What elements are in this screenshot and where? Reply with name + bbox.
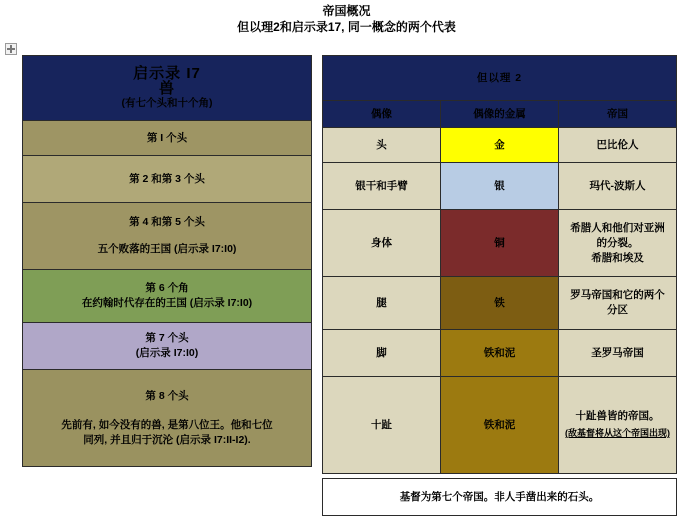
daniel-row-5-empire: 圣罗马帝国	[559, 330, 677, 377]
daniel-row-2-empire: 玛代-波斯人	[559, 163, 677, 210]
table-row	[323, 277, 677, 330]
revelation-row-5	[23, 323, 312, 370]
daniel-row-6-empire-note: (敌基督将从这个帝国出现)	[565, 428, 670, 438]
daniel-row-1-empire: 巴比伦人	[559, 128, 677, 163]
table-row	[23, 323, 312, 370]
daniel-row-5-idol: 脚	[323, 330, 441, 377]
column-header-empire: 帝国	[559, 101, 677, 128]
table-row	[23, 203, 312, 270]
revelation-row-6	[23, 370, 312, 467]
daniel-row-3-empire-line2: 的分裂。	[596, 236, 639, 249]
revelation-row-4	[23, 270, 312, 323]
revelation-row-5-line2: (启示录 I7:I0)	[135, 347, 199, 359]
table-row	[23, 370, 312, 467]
revelation-header-line3: (有七个头和十个角)	[121, 96, 213, 109]
table-row	[323, 330, 677, 377]
daniel-table-wrapper	[322, 55, 677, 516]
daniel-row-6-metal: 铁和泥	[441, 377, 559, 474]
daniel-row-3-metal: 铜	[441, 210, 559, 277]
revelation-row-6-line2: 先前有, 如今没有的兽, 是第八位王。他和七位	[61, 418, 273, 431]
revelation-table-wrapper	[22, 55, 312, 516]
daniel-footer-note: 基督为第七个帝国。非人手凿出来的石头。	[322, 478, 677, 516]
revelation-header-cell	[23, 56, 312, 121]
page-subtitle: 但以理2和启示录17, 同一概念的两个代表	[237, 20, 456, 34]
revelation-row-5-line1: 第 7 个头	[145, 332, 189, 344]
daniel-table	[322, 55, 677, 474]
revelation-row-2	[23, 156, 312, 203]
revelation-row-3	[23, 203, 312, 270]
daniel-row-6-empire-line1: 十趾兽皆的帝国。	[575, 410, 660, 422]
move-handle-icon[interactable]	[5, 43, 17, 55]
daniel-row-4-empire-line1: 罗马帝国和它的两个	[570, 289, 665, 301]
daniel-row-1-idol: 头	[323, 128, 441, 163]
table-row	[323, 163, 677, 210]
table-row	[23, 156, 312, 203]
daniel-row-4-empire	[559, 277, 677, 330]
table-row	[23, 121, 312, 156]
daniel-row-3-empire	[559, 210, 677, 277]
diagram-container	[22, 55, 677, 516]
daniel-row-3-idol: 身体	[323, 210, 441, 277]
daniel-row-3-empire-line1: 希腊人和他们对亚洲	[570, 221, 665, 234]
column-header-idol: 偶像	[323, 101, 441, 128]
revelation-header-row	[23, 56, 312, 121]
table-row	[323, 128, 677, 163]
daniel-row-2-metal: 银	[441, 163, 559, 210]
revelation-table	[22, 55, 312, 467]
revelation-row-2-line1: 第 2 和第 3 个头	[129, 172, 205, 185]
revelation-row-3-line2: 五个败落的王国 (启示录 I7:I0)	[97, 243, 237, 255]
revelation-row-1	[23, 121, 312, 156]
daniel-row-5-metal: 铁和泥	[441, 330, 559, 377]
table-row	[323, 210, 677, 277]
daniel-row-6-idol: 十趾	[323, 377, 441, 474]
column-header-metal: 偶像的金属	[441, 101, 559, 128]
daniel-row-4-empire-line2: 分区	[607, 304, 628, 316]
daniel-row-4-metal: 铁	[441, 277, 559, 330]
revelation-header-line2: 兽	[158, 79, 175, 97]
revelation-row-4-line2: 在约翰时代存在的王国 (启示录 I7:I0)	[81, 297, 253, 309]
revelation-row-3-line1: 第 4 和第 5 个头	[129, 216, 205, 228]
daniel-row-1-metal: 金	[441, 128, 559, 163]
revelation-row-1-line1: 第 I 个头	[146, 131, 188, 144]
table-row	[323, 377, 677, 474]
revelation-row-6-line1: 第 8 个头	[145, 389, 189, 402]
page-title: 帝国概况	[322, 4, 371, 18]
revelation-row-4-line1: 第 6 个角	[145, 282, 189, 294]
daniel-header-row	[323, 56, 677, 101]
table-row	[23, 270, 312, 323]
revelation-row-6-line3: 同列, 并且归于沉沦 (启示录 I7:II-I2).	[83, 433, 251, 446]
daniel-row-4-idol: 腿	[323, 277, 441, 330]
daniel-row-3-empire-line3: 希腊和埃及	[591, 251, 644, 264]
daniel-header-cell: 但以理 2	[323, 56, 677, 101]
revelation-header-line1: 启示录 I7	[133, 64, 201, 82]
daniel-row-2-idol: 银干和手臂	[323, 163, 441, 210]
daniel-row-6-empire	[559, 377, 677, 474]
daniel-column-header-row	[323, 101, 677, 128]
